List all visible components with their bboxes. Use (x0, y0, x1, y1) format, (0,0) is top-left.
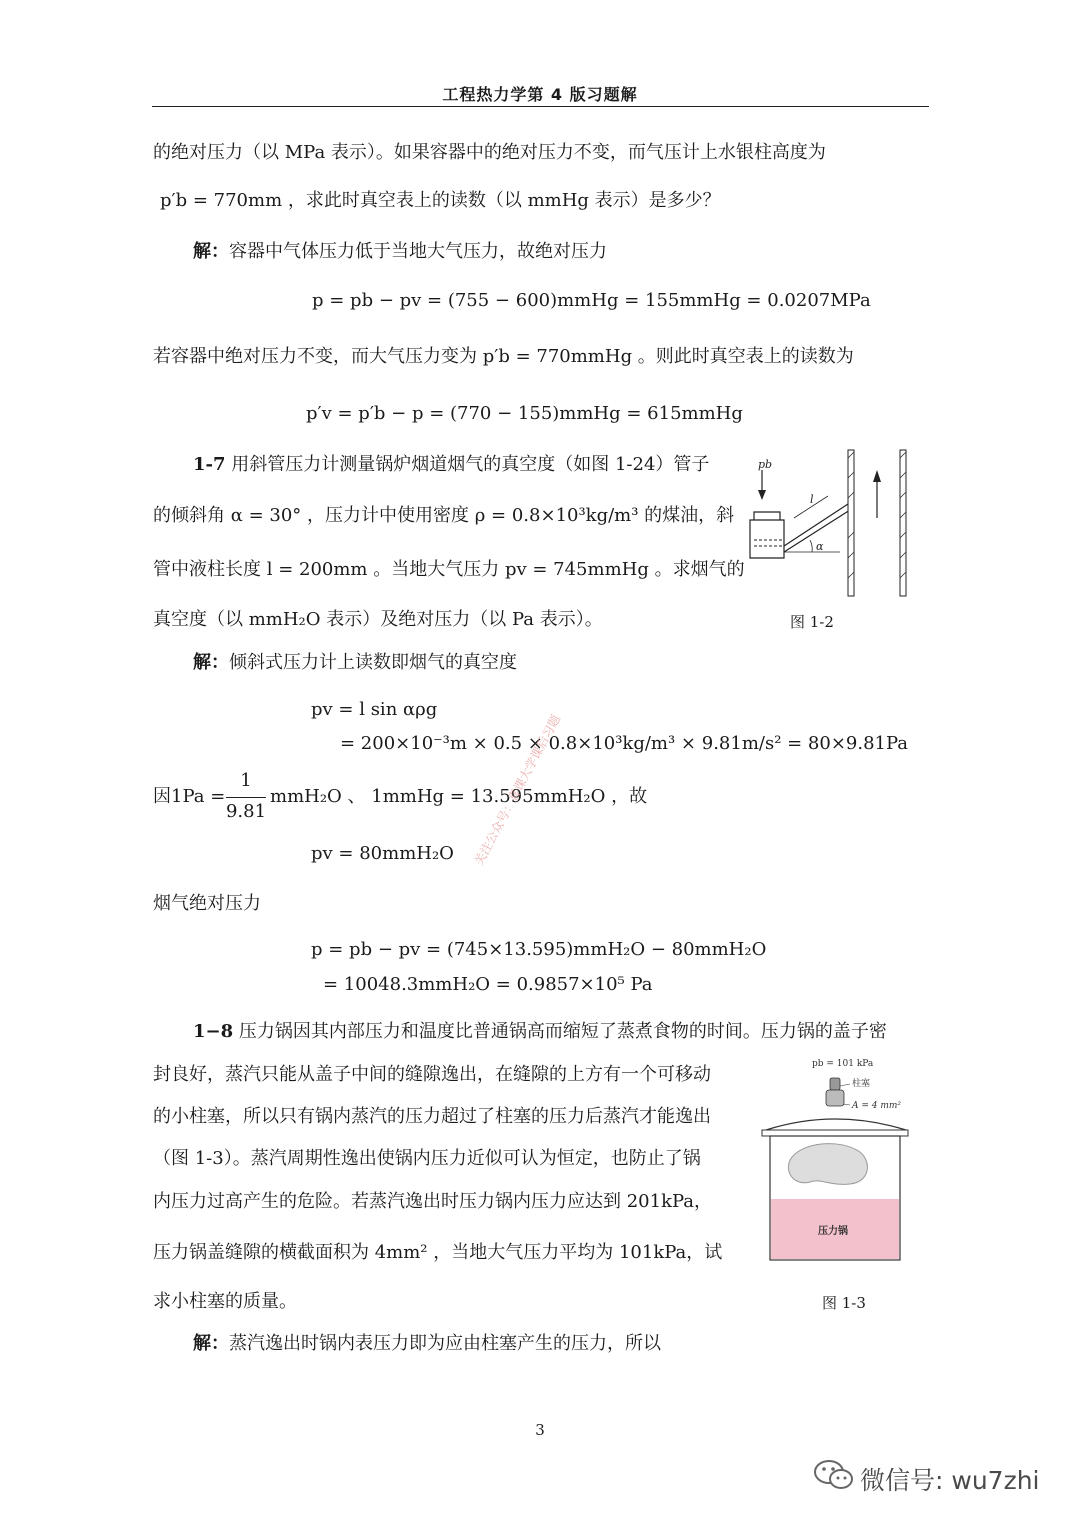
solution-line-1 (193, 239, 607, 265)
text-line-8: 真空度（以 mmH₂O 表示）及绝对压力（以 Pa 表示）。 (153, 609, 603, 630)
solution-line-3 (193, 1331, 661, 1357)
stamp-watermark: 关注公众号：喜课大学课后习题 (471, 712, 564, 868)
l-label: l (810, 493, 814, 506)
pb-label: pb (758, 458, 773, 471)
figure-caption-1-3: 图 1-3 (822, 1294, 866, 1312)
text-line-4: 若容器中绝对压力不变，而大气压力变为 p′b = 770mmHg 。则此时真空表上的读数为 (153, 346, 854, 367)
header-rule (152, 106, 929, 107)
problem-number-1-8: 1−8 (193, 1021, 234, 1042)
wechat-id-watermark: 微信号: wu7zhi (860, 1466, 1040, 1495)
pb-arrow-head (758, 490, 766, 500)
text-line-14: 的小柱塞，所以只有锅内蒸汽的压力超过了柱塞的压力后蒸汽才能逸出 (153, 1106, 711, 1127)
equation-1: p = pb − pv = (755 − 600)mmHg = 155mmHg = 0.0207MPa (312, 290, 871, 311)
solution-text: 蒸汽逸出时锅内表压力即为应由柱塞产生的压力，所以 (229, 1333, 661, 1354)
solution-label: 解： (193, 241, 229, 262)
page-number: 3 (535, 1421, 545, 1439)
pot-label: 压力锅 (818, 1226, 848, 1237)
conversion-line-end: mmH₂O 、 1mmHg = 13.595mmH₂O ，故 (270, 786, 648, 807)
reservoir-cap (754, 512, 780, 520)
area-label: A = 4 mm² (852, 1101, 902, 1111)
text-line-17: 压力锅盖缝隙的横截面积为 4mm² ，当地大气压力平均为 101kPa，试 (153, 1242, 723, 1263)
duct-wall-left (848, 450, 854, 596)
cooker-pb-label: pb = 101 kPa (812, 1059, 874, 1069)
duct-wall-right (900, 450, 906, 596)
solution-text: 容器中气体压力低于当地大气压力，故绝对压力 (229, 241, 607, 262)
lid-rim (762, 1130, 908, 1136)
figure-inclined-manometer (740, 448, 920, 598)
plug (830, 1078, 840, 1090)
equation-2: p′v = p′b − p = (770 − 155)mmHg = 615mmHg (306, 403, 743, 424)
solution-text: 倾斜式压力计上读数即烟气的真空度 (229, 652, 517, 673)
text-line-7: 管中液柱长度 l = 200mm 。当地大气压力 pv = 745mmHg 。求烟气的 (153, 559, 745, 580)
conversion-line-start: 因1Pa = (153, 786, 226, 807)
equation-3a: pv = l sin αρg (311, 699, 438, 720)
equation-3b: = 200×10⁻³m × 0.5 × 0.8×10³kg/m³ × 9.81m/s² = 80×9.81Pa (340, 733, 909, 754)
problem-1-7-line (193, 452, 709, 478)
fraction-bar (226, 797, 266, 798)
solution-line-2 (193, 650, 517, 676)
plug-body (826, 1090, 844, 1106)
flow-arrow-head (873, 470, 881, 482)
problem-number-1-7: 1-7 (193, 454, 226, 475)
text-line-2: p′b = 770mm ，求此时真空表上的读数（以 mmHg 表示）是多少？ (160, 190, 721, 211)
equation-4: pv = 80mmH₂O (311, 843, 454, 864)
reservoir (750, 520, 784, 558)
wechat-icon (813, 1458, 855, 1492)
alpha-arc (810, 540, 812, 552)
solution-label: 解： (193, 1333, 229, 1354)
equation-5b: = 10048.3mmH₂O = 0.9857×10⁵ Pa (323, 974, 653, 995)
text-line-6: 的倾斜角 α = 30° ，压力计中使用密度 ρ = 0.8×10³kg/m³ 的煤油，斜 (153, 505, 735, 526)
figure-caption-1-2: 图 1-2 (790, 613, 834, 631)
solution-label: 解： (193, 652, 229, 673)
text-line-13: 封良好，蒸汽只能从盖子中间的缝隙逸出，在缝隙的上方有一个可移动 (153, 1064, 711, 1085)
text-line-15: （图 1-3）。蒸汽周期性逸出使锅内压力近似可认为恒定，也防止了锅 (153, 1148, 701, 1169)
problem-1-7-text: 用斜管压力计测量锅炉烟道烟气的真空度（如图 1-24）管子 (231, 454, 710, 475)
lid-dome (766, 1119, 906, 1130)
problem-1-8-text: 压力锅因其内部压力和温度比普通锅高而缩短了蒸煮食物的时间。压力锅的盖子密 (238, 1021, 887, 1042)
running-header: 工程热力学第 4 版习题解 (442, 85, 638, 104)
fraction-numerator: 1 (240, 770, 252, 791)
equation-5a: p = pb − pv = (745×13.595)mmH₂O − 80mmH₂O (311, 939, 767, 960)
text-line-16: 内压力过高产生的危险。若蒸汽逸出时压力锅内压力应达到 201kPa， (153, 1191, 713, 1212)
text-line-18: 求小柱塞的质量。 (153, 1291, 297, 1312)
alpha-label: α (816, 540, 824, 553)
plug-label: 柱塞 (852, 1079, 871, 1089)
fraction-denominator: 9.81 (225, 801, 267, 822)
problem-1-8-line (193, 1019, 887, 1045)
text-line-1: 的绝对压力（以 MPa 表示）。如果容器中的绝对压力不变，而气压计上水银柱高度为 (153, 142, 826, 163)
figure-pressure-cooker (760, 1052, 920, 1264)
text-line-11: 烟气绝对压力 (153, 893, 261, 914)
